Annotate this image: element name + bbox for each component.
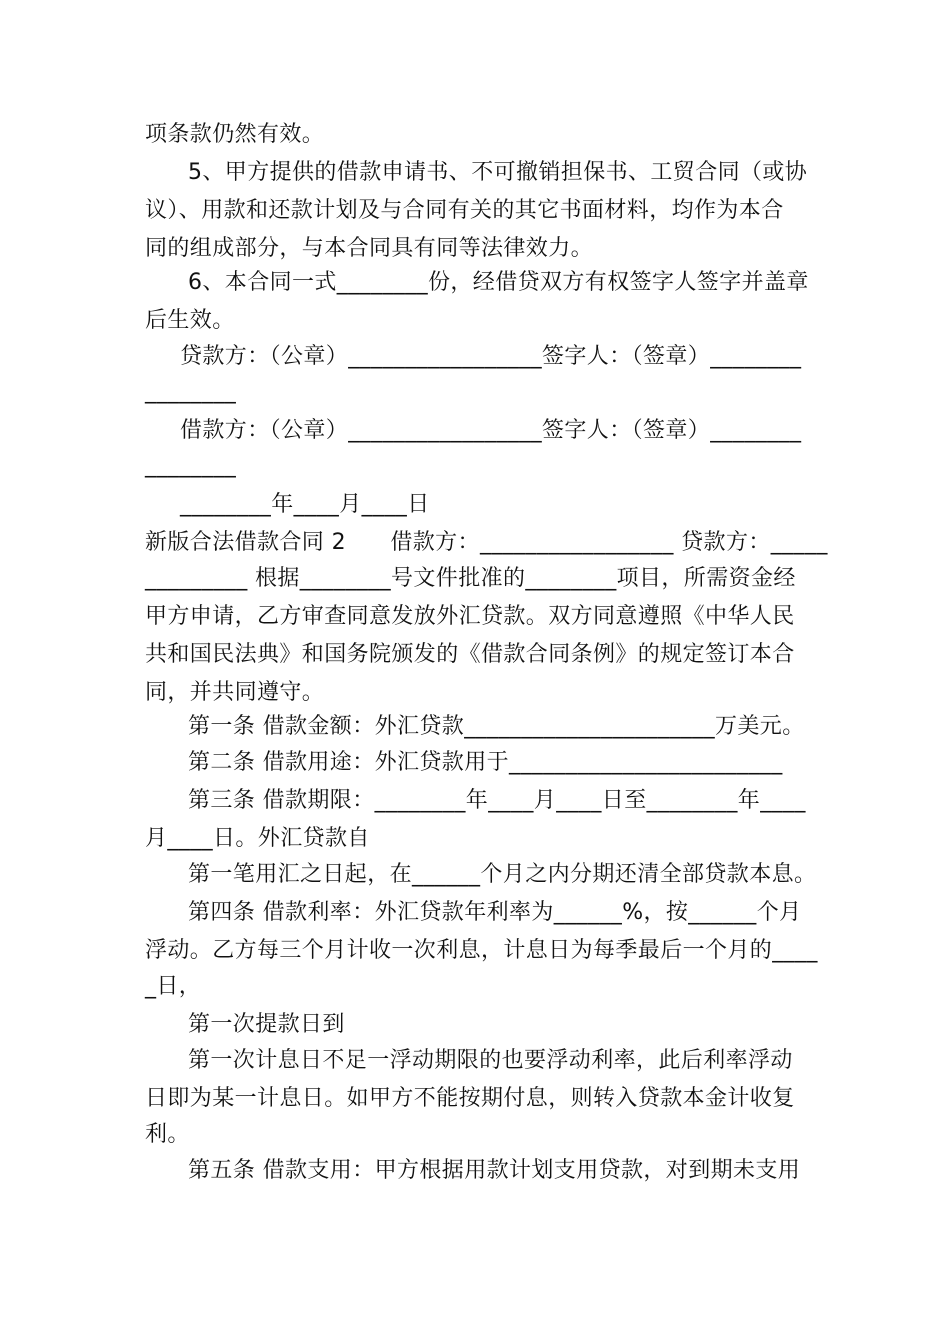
text-line: 项条款仍然有效。 xyxy=(145,122,325,147)
text-line: 利。 xyxy=(145,1122,190,1147)
text-line: 第一次计息日不足一浮动期限的也要浮动利率，此后利率浮动 xyxy=(188,1048,793,1073)
text-line: _日， xyxy=(145,974,202,999)
text-line: ________ xyxy=(145,453,237,478)
text-line: 月____日。外汇贷款自 xyxy=(145,826,370,851)
article-line: 第一条 借款金额：外汇贷款______________________万美元。 xyxy=(188,714,805,739)
article-line: 第三条 借款期限：________年____月____日至________年____ xyxy=(188,788,806,813)
text-line: 5、甲方提供的借款申请书、不可撤销担保书、工贸合同（或协 xyxy=(188,160,808,185)
text-line: _________ 根据________号文件批准的________项目，所需资金经 xyxy=(145,566,796,591)
text-line: 共和国民法典》和国务院颁发的《借款合同条例》的规定签订本合 xyxy=(145,642,795,667)
text-line: 议）、用款和还款计划及与合同有关的其它书面材料，均作为本合 xyxy=(145,198,784,223)
article-line: 第二条 借款用途：外汇贷款用于________________________ xyxy=(188,750,783,775)
date-line: ________年____月____日 xyxy=(180,492,430,517)
text-line: 第一次提款日到 xyxy=(188,1012,345,1037)
text-line: 6、本合同一式________份，经借贷双方有权签字人签字并盖章 xyxy=(188,270,809,295)
text-line: 后生效。 xyxy=(145,308,235,333)
text-line: 第一笔用汇之日起，在______个月之内分期还清全部贷款本息。 xyxy=(188,862,817,887)
article-line: 第四条 借款利率：外汇贷款年利率为______%，按______个月 xyxy=(188,900,802,925)
text-line: 浮动。乙方每三个月计收一次利息，计息日为每季最后一个月的____ xyxy=(145,938,818,963)
text-line: 日即为某一计息日。如甲方不能按期付息，则转入贷款本金计收复 xyxy=(145,1086,795,1111)
text-line: 同的组成部分，与本合同具有同等法律效力。 xyxy=(145,236,594,261)
section-title-line: 新版合法借款合同 2 借款方：_________________ 贷款方：_____ xyxy=(145,530,828,555)
text-line: 同，并共同遵守。 xyxy=(145,680,325,705)
signature-line-lender: 贷款方：（公章）_________________签字人：（签章）________ xyxy=(180,344,802,369)
article-line: 第五条 借款支用：甲方根据用款计划支用贷款，对到期未支用 xyxy=(188,1158,801,1183)
signature-line-borrower: 借款方：（公章）_________________签字人：（签章）________ xyxy=(180,418,802,443)
text-line: ________ xyxy=(145,379,237,404)
text-line: 甲方申请，乙方审查同意发放外汇贷款。双方同意遵照《中华人民 xyxy=(145,604,795,629)
